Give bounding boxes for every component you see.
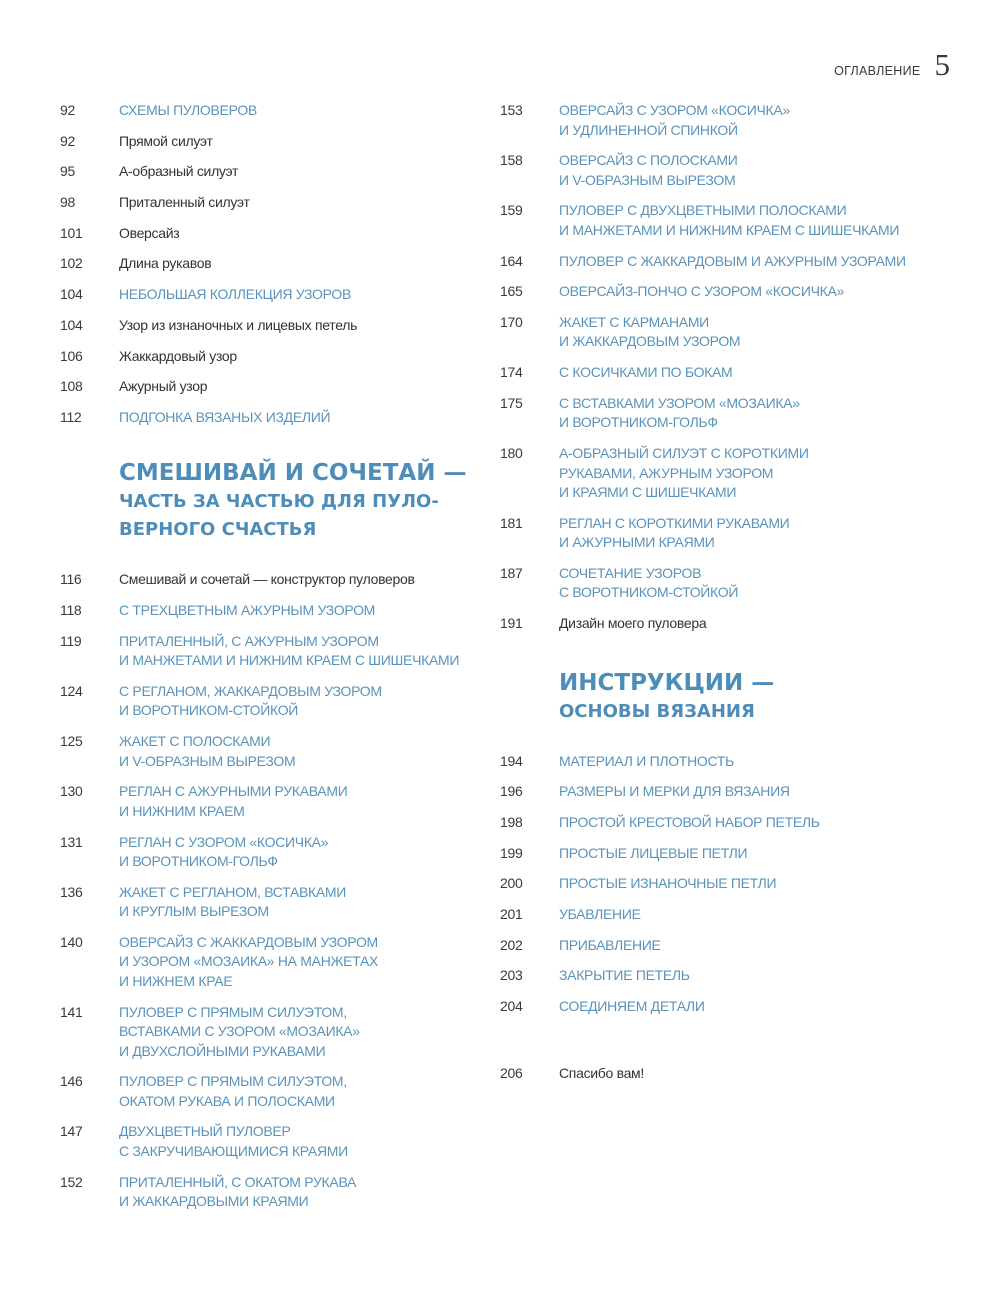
toc-page-number: 101 <box>60 224 83 241</box>
toc-entry-title: ОВЕРСАЙЗ С ЖАККАРДОВЫМ УЗОРОМ И УЗОРОМ «МОЗАИКА» НА МАНЖЕТАХ И НИЖНЕМ КРАЕ <box>119 933 379 989</box>
toc-entry[interactable] <box>500 874 940 894</box>
toc-entry[interactable] <box>60 347 485 367</box>
toc-entry-title: Смешивай и сочетай — конструктор пуловеров <box>119 571 415 588</box>
toc-entry[interactable] <box>60 132 485 152</box>
toc-entry[interactable] <box>500 313 940 352</box>
toc-entry[interactable] <box>500 363 940 383</box>
toc-entry[interactable] <box>500 564 940 603</box>
toc-entry-title: РЕГЛАН С УЗОРОМ «КОСИЧКА» И ВОРОТНИКОМ-ГОЛЬФ <box>119 833 329 869</box>
toc-entry-title: ОВЕРСАЙЗ-ПОНЧО С УЗОРОМ «КОСИЧКА» <box>559 283 845 300</box>
toc-entry[interactable] <box>60 162 485 182</box>
toc-entry-title: Оверсайз <box>119 224 180 241</box>
toc-page-number: 125 <box>60 733 83 750</box>
toc-page-number: 147 <box>60 1123 83 1140</box>
toc-entry-title: С КОСИЧКАМИ ПО БОКАМ <box>559 364 733 381</box>
toc-entry-title: Узор из изнаночных и лицевых петель <box>119 316 358 333</box>
toc-entry-title: ПРИТАЛЕННЫЙ, С АЖУРНЫМ УЗОРОМ И МАНЖЕТАМИ И НИЖНИМ КРАЕМ С ШИШЕЧКАМИ <box>119 632 460 669</box>
toc-page-number: 98 <box>60 194 75 211</box>
page-number: 5 <box>934 47 950 82</box>
toc-entry[interactable] <box>500 282 940 302</box>
toc-entry-title: ОВЕРСАЙЗ С УЗОРОМ «КОСИЧКА» И УДЛИНЕННОЙ СПИНКОЙ <box>559 102 790 138</box>
toc-entry-title: ЖАКЕТ С ПОЛОСКАМИ И V-ОБРАЗНЫМ ВЫРЕЗОМ <box>119 733 296 769</box>
toc-page-number: 187 <box>500 564 523 581</box>
toc-entry[interactable] <box>60 833 485 872</box>
toc-page-number: 198 <box>500 813 523 830</box>
toc-entry-title: МАТЕРИАЛ И ПЛОТНОСТЬ <box>559 752 734 769</box>
toc-page-number: 153 <box>500 102 523 118</box>
toc-page-number: 146 <box>60 1073 83 1090</box>
toc-entry[interactable] <box>500 151 940 190</box>
toc-entry[interactable] <box>500 101 940 140</box>
toc-page-number: 158 <box>500 152 523 169</box>
toc-page-number: 206 <box>500 1064 523 1081</box>
toc-page-number: 174 <box>500 364 523 381</box>
toc-page-number: 116 <box>60 571 82 588</box>
toc-entry[interactable] <box>500 997 940 1017</box>
toc-page-number: 194 <box>500 752 523 769</box>
toc-page-number: 140 <box>60 933 83 950</box>
toc-page-number: 199 <box>500 844 523 861</box>
toc-entry-title: С РЕГЛАНОМ, ЖАККАРДОВЫМ УЗОРОМ И ВОРОТНИКОМ-СТОЙКОЙ <box>119 682 382 719</box>
toc-page-number: 203 <box>500 967 523 984</box>
toc-page-number: 141 <box>60 1003 83 1020</box>
toc-entry-title: ПУЛОВЕР С ПРЯМЫМ СИЛУЭТОМ, ОКАТОМ РУКАВА И ПОЛОСКАМИ <box>119 1073 347 1109</box>
toc-column-right <box>500 101 940 1094</box>
toc-entry-title: А-ОБРАЗНЫЙ СИЛУЭТ С КОРОТКИМИ РУКАВАМИ, АЖУРНЫМ УЗОРОМ И КРАЯМИ С ШИШЕЧКАМИ <box>559 445 809 500</box>
section-heading-mix <box>60 458 485 544</box>
toc-entry[interactable] <box>500 1064 940 1084</box>
toc-entry-title: ПРИТАЛЕННЫЙ, С ОКАТОМ РУКАВА И ЖАККАРДОВЫМИ КРАЯМИ <box>119 1173 357 1210</box>
toc-entry-title: Ажурный узор <box>119 378 208 395</box>
toc-entry[interactable] <box>60 224 485 244</box>
toc-entry[interactable] <box>60 570 485 590</box>
toc-entry-title: ДВУХЦВЕТНЫЙ ПУЛОВЕР С ЗАКРУЧИВАЮЩИМИСЯ КРАЯМИ <box>119 1123 348 1159</box>
toc-page-number: 175 <box>500 394 523 411</box>
toc-page-number: 92 <box>60 102 75 118</box>
toc-entry-title: А-образный силуэт <box>119 163 239 180</box>
toc-list-left-top <box>60 101 485 427</box>
toc-page-number: 106 <box>60 347 83 364</box>
toc-page-number: 180 <box>500 445 523 461</box>
toc-entry-title: СОЕДИНЯЕМ ДЕТАЛИ <box>559 998 705 1015</box>
spacer <box>500 1028 940 1064</box>
toc-page-number: 181 <box>500 514 523 531</box>
toc-entry[interactable] <box>500 752 940 772</box>
toc-page-number: 196 <box>500 783 523 800</box>
toc-entry-title: Жаккардовый узор <box>119 347 237 364</box>
toc-page-number: 102 <box>60 255 83 272</box>
toc-entry-title: ОВЕРСАЙЗ С ПОЛОСКАМИ И V-ОБРАЗНЫМ ВЫРЕЗОМ <box>559 152 738 188</box>
toc-entry[interactable] <box>500 905 940 925</box>
toc-entry[interactable] <box>500 201 940 240</box>
toc-page-number: 136 <box>60 883 83 900</box>
toc-entry[interactable] <box>60 601 485 621</box>
toc-entry-title: УБАВЛЕНИЕ <box>559 906 641 922</box>
toc-entry[interactable] <box>500 966 940 986</box>
toc-entry[interactable] <box>500 514 940 553</box>
toc-page-number: 130 <box>60 783 83 800</box>
toc-page-number: 191 <box>500 615 523 632</box>
toc-entry-title: ПРОСТОЙ КРЕСТОВОЙ НАБОР ПЕТЕЛЬ <box>559 813 820 830</box>
toc-entry-title: Спасибо вам! <box>559 1064 644 1081</box>
toc-entry-title: ПУЛОВЕР С ДВУХЦВЕТНЫМИ ПОЛОСКАМИ И МАНЖЕТАМИ И НИЖНИМ КРАЕМ С ШИШЕЧКАМИ <box>559 202 900 238</box>
toc-entry-title: ПОДГОНКА ВЯЗАНЫХ ИЗДЕЛИЙ <box>119 408 331 425</box>
toc-entry[interactable] <box>500 782 940 802</box>
toc-entry-title: ПУЛОВЕР С ЖАККАРДОВЫМ И АЖУРНЫМ УЗОРАМИ <box>559 252 906 269</box>
section-subtitle: ОСНОВЫ ВЯЗАНИЯ <box>559 700 755 722</box>
toc-entry[interactable] <box>60 1122 485 1161</box>
toc-entry[interactable] <box>60 1173 485 1212</box>
toc-entry-title: ПРОСТЫЕ ИЗНАНОЧНЫЕ ПЕТЛИ <box>559 875 777 892</box>
toc-entry-title: ЖАКЕТ С КАРМАНАМИ И ЖАККАРДОВЫМ УЗОРОМ <box>559 313 741 350</box>
toc-entry-title: ПУЛОВЕР С ПРЯМЫМ СИЛУЭТОМ, ВСТАВКАМИ С УЗОРОМ «МОЗАИКА» И ДВУХСЛОЙНЫМИ РУКАВАМИ <box>119 1003 360 1059</box>
toc-entry[interactable] <box>500 844 940 864</box>
toc-entry-title: НЕБОЛЬШАЯ КОЛЛЕКЦИЯ УЗОРОВ <box>119 286 352 303</box>
toc-entry-title: ПРОСТЫЕ ЛИЦЕВЫЕ ПЕТЛИ <box>559 844 748 861</box>
toc-entry-title: РАЗМЕРЫ И МЕРКИ ДЛЯ ВЯЗАНИЯ <box>559 783 790 800</box>
toc-entry[interactable] <box>60 1072 485 1111</box>
toc-entry[interactable] <box>500 252 940 272</box>
toc-entry[interactable] <box>500 394 940 433</box>
toc-page-number: 204 <box>500 998 523 1015</box>
toc-entry-title: СОЧЕТАНИЕ УЗОРОВ С ВОРОТНИКОМ-СТОЙКОЙ <box>559 564 739 601</box>
toc-page-number: 164 <box>500 252 523 269</box>
toc-page-number: 202 <box>500 936 523 953</box>
toc-page-number: 200 <box>500 875 523 892</box>
toc-entry[interactable] <box>60 933 485 992</box>
toc-page-number: 170 <box>500 313 523 330</box>
page-header <box>834 47 950 82</box>
toc-entry[interactable] <box>60 682 485 721</box>
toc-page-number: 108 <box>60 378 83 395</box>
toc-entry[interactable] <box>60 782 485 821</box>
toc-entry[interactable] <box>60 193 485 213</box>
toc-page-number: 201 <box>500 906 523 922</box>
toc-entry[interactable] <box>500 936 940 956</box>
toc-page-number: 159 <box>500 202 523 219</box>
toc-entry[interactable] <box>60 732 485 771</box>
toc-entry-title: ЖАКЕТ С РЕГЛАНОМ, ВСТАВКАМИ И КРУГЛЫМ ВЫРЕЗОМ <box>119 883 347 920</box>
toc-entry-title: РЕГЛАН С КОРОТКИМИ РУКАВАМИ И АЖУРНЫМИ КРАЯМИ <box>559 514 790 551</box>
toc-page-number: 131 <box>60 833 83 850</box>
toc-entry-title: Приталенный силуэт <box>119 194 250 211</box>
header-title: ОГЛАВЛЕНИЕ <box>834 64 921 78</box>
toc-entry-title: ЗАКРЫТИЕ ПЕТЕЛЬ <box>559 967 690 984</box>
toc-page-number: 124 <box>60 682 83 699</box>
toc-page-number: 152 <box>60 1173 83 1190</box>
toc-entry-title: ПРИБАВЛЕНИЕ <box>559 936 661 953</box>
toc-entry[interactable] <box>60 101 485 121</box>
toc-entry[interactable] <box>60 1003 485 1062</box>
toc-page-number: 118 <box>60 602 82 619</box>
toc-page-number: 104 <box>60 316 83 333</box>
toc-page-number: 112 <box>60 408 82 425</box>
toc-entry[interactable] <box>60 377 485 397</box>
section-title: ИНСТРУКЦИИ — <box>559 669 775 696</box>
toc-column-left <box>60 101 485 1223</box>
toc-entry[interactable] <box>60 254 485 274</box>
toc-entry[interactable] <box>60 316 485 336</box>
section-title: СМЕШИВАЙ И СОЧЕТАЙ — <box>119 460 467 487</box>
toc-entry[interactable] <box>500 813 940 833</box>
toc-entry-title: РЕГЛАН С АЖУРНЫМИ РУКАВАМИ И НИЖНИМ КРАЕМ <box>119 783 348 819</box>
toc-entry-title: СХЕМЫ ПУЛОВЕРОВ <box>119 102 257 118</box>
toc-entry-title: Длина рукавов <box>119 255 212 272</box>
toc-entry[interactable] <box>60 883 485 922</box>
toc-entry[interactable] <box>60 408 485 428</box>
toc-page-number: 95 <box>60 163 75 180</box>
toc-page-number: 104 <box>60 286 83 303</box>
toc-entry[interactable] <box>500 614 940 634</box>
toc-entry[interactable] <box>60 632 485 671</box>
toc-entry-title: С ТРЕХЦВЕТНЫМ АЖУРНЫМ УЗОРОМ <box>119 602 376 619</box>
toc-list-right-top <box>500 101 940 634</box>
toc-page-number: 119 <box>60 632 82 649</box>
toc-entry[interactable] <box>500 444 940 503</box>
toc-entry[interactable] <box>60 285 485 305</box>
toc-page-number: 165 <box>500 283 523 300</box>
toc-list-left-section <box>60 570 485 1211</box>
section-subtitle: ЧАСТЬ ЗА ЧАСТЬЮ ДЛЯ ПУЛО- ВЕРНОГО СЧАСТЬЯ <box>119 491 439 541</box>
toc-list-right-section <box>500 752 940 1017</box>
toc-page-number: 92 <box>60 132 75 149</box>
section-heading-instructions <box>500 668 940 726</box>
toc-entry-title: Прямой силуэт <box>119 132 213 149</box>
toc-entry-title: Дизайн моего пуловера <box>559 615 707 632</box>
toc-entry-title: С ВСТАВКАМИ УЗОРОМ «МОЗАИКА» И ВОРОТНИКОМ-ГОЛЬФ <box>559 394 800 431</box>
